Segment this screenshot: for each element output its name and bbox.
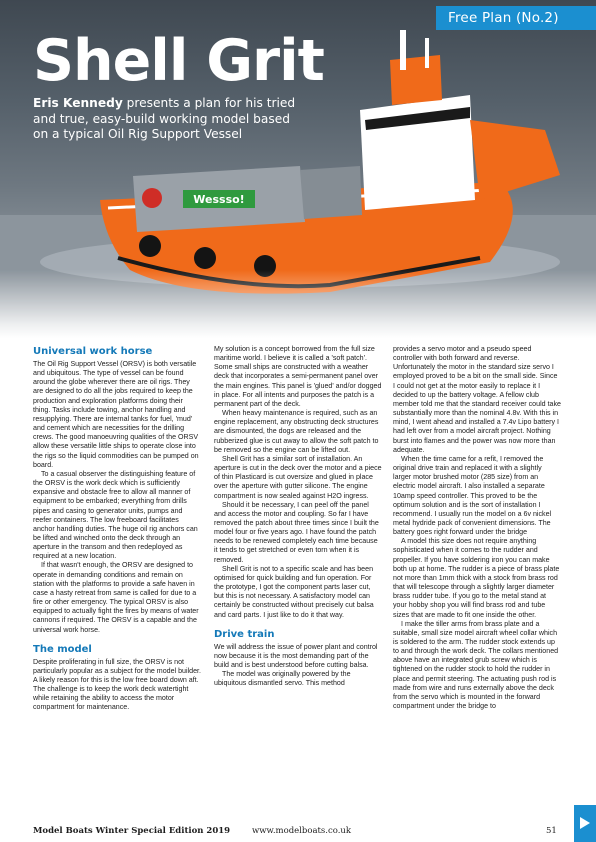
body-paragraph: When heavy maintenance is required, such as an engine replacement, any obstructing deck structures are dismounted, the dogs are released and the rubberized glue is cut away to allow the soft patch to be removed so the engine can be lifted out. (214, 409, 379, 454)
body-column-3 (393, 345, 561, 815)
standfirst-text: presents a plan for his tried and true, easy-build working model based on a typical Oil Rig Support Vessel (33, 96, 296, 141)
footer-magazine-title: Model Boats Winter Special Edition 2019 (33, 826, 231, 836)
body-paragraph: My solution is a concept borrowed from the full size maritime world. I believe it is called a 'soft patch'. Some small ships are constructed with a weather deck that incorporates a semi-permanent panel over the main engines. This panel is 'glued' and/or dogged in place. For all intents and purposes the patch is a permanent part of the deck. (214, 345, 382, 408)
spacer (33, 635, 201, 643)
container-sign-text: Wessso! (193, 193, 245, 206)
body-paragraph: If that wasn't enough, the ORSV are designed to operate in demanding conditions and remain on station with the platforms to provide a safe haven in case a hasty retreat from same is called for due to a fire or other emergency. The typical ORSV is also equipped to actually fight the fires by means of water cannons if required. The ORSV is a capable and the universal work horse. (33, 561, 199, 634)
standfirst (33, 96, 303, 143)
body-paragraph: When the time came for a refit, I removed the original drive train and replaced it with a slightly larger motor brushed motor (285 size) from an electric model aircraft. I also installed a separate 10amp speed controller. This proved to be the optimum solution and is the sort of installation I recommend. I usually run the model on a 6v nickel metal hydride pack of convenient dimensions. The battery goes right forward under the bridge (393, 454, 552, 537)
funnel (390, 55, 442, 105)
subheading: The model (33, 643, 92, 655)
subheading: Universal work horse (33, 346, 153, 357)
bow (470, 120, 560, 200)
mast (425, 38, 429, 68)
article-title: Shell Grit (33, 28, 324, 94)
body-paragraph: To a casual observer the distinguishing feature of the ORSV is the work deck which is sufficiently expansive and obstacle free to allow all manner of equipment to be embarked; everything from drills pipes and casing to generator units, pumps and reefer containers. The low freeboard facilitates anchor handling duties. The huge oil rig anchors can be lifted and winched onto the deck through an aperture in the transom and then redeployed as required at a new location. (33, 469, 198, 561)
container-right (300, 166, 362, 219)
body-paragraph: Despite proliferating in full size, the ORSV is not particularly popular as a subject for the model builder. A likely reason for this is the low free board down aft. The challenge is to keep the work deck watertight while retaining the ability to access the motor compartment for maintenance. (33, 657, 201, 712)
body-column-1 (33, 345, 201, 815)
author-name: Eris Kennedy (33, 96, 123, 110)
body-paragraph: Shell Grit is not to a specific scale and has been optimised for quick building and fun operation. For the prototype, I got the component parts laser cut, but this is not necessary. A satisfactory model can certainly be constructed without precisely cut balsa and card parts. I just like to do it that way. (214, 564, 374, 619)
subheading: Drive train (214, 628, 275, 640)
body-column-2 (214, 345, 382, 815)
mast (400, 30, 406, 70)
fender-tyre (139, 235, 161, 257)
body-paragraph: Shell Grit has a similar sort of installation. An aperture is cut in the deck over the motor and a piece of thin Plasticard is cut oversize and glued in place over the aperture with gutter silicone. The engine compartment is now sealed against H2O ingress. (214, 454, 382, 500)
body-paragraph: I make the tiller arms from brass plate and a suitable, small size model aircraft wheel collar which is soldered to the arm. The rudder stock extends up to and through the work deck. The collars mentioned above have an integrated grub screw which is tightened on the rudder stock to hold the rudder in place and permit steering. The actuating push rod is made from wire and runs externally above the deck from the servo which is mounted in the forward compartment under the bridge to (393, 619, 559, 711)
page-number: 51 (546, 826, 557, 836)
body-paragraph: The model was originally powered by the ubiquitous dismantled servo. This method (214, 670, 351, 688)
body-paragraph: The Oil Rig Support Vessel (ORSV) is both versatile and ubiquitous. The type of vessel can be found around the globe wherever there are oil rigs. They are designed to do all the jobs required to keep the production and exploration platforms doing their thing. Tasks include towing, anchor handling and resupplying. There are internal tanks for fuel, 'mud' and cement which are necessities for the drilling crews. The good manoeuvring qualities of the ORSV allow these versatile little ships to operate close into the rigs so the liquid commodities can be pumped on board. (33, 360, 199, 469)
body-paragraph: A model this size does not require anything sophisticated when it comes to the rudder and propeller. If you have soldering iron you can make both up at home. The rudder is a piece of brass plate not more than 1mm thick with a stock from brass rod that will telescope through a slightly larger diameter brass rudder tube. If you go to the metal stand at your hobby shop you will find brass rod and tube sizes that are made to fit one inside the other. (393, 537, 560, 619)
hero-photo (0, 0, 596, 338)
section-tag: Free Plan (No.2) (436, 6, 596, 30)
footer-website-link[interactable]: www.modelboats.co.uk (252, 826, 352, 836)
body-paragraph: We will address the issue of power plant and control now because it is the most demanding part of the build and is best understood before cutting balsa. (214, 642, 378, 669)
body-paragraph: provides a servo motor and a pseudo speed controller with both forward and reverse. Unfortunately the motor in the standard size servo I employed proved to be a bit on the small side. Since I could not get at the motor easily to replace it I decided to up the battery voltage. A fellow club member told me that the standard receiver could take substantially more than the nominal 4.8v. With this in mind, I went ahead and installed a 7.4v Lipo battery I had left over from a model aircraft project. Nothing burst into flames and the power was now more than adequate. (393, 345, 561, 454)
spacer (214, 620, 382, 628)
body-paragraph: Should it be necessary, I can peel off the panel and access the motor and coupling. So far I have removed the patch about three times since I built the model four or five years ago. I have found the patch needs to be renewed completely each time because it tends to get stretched or even torn when it is removed. (214, 500, 379, 564)
next-page-arrow-icon[interactable] (574, 805, 596, 842)
fender-tyre (194, 247, 216, 269)
container-logo (142, 188, 162, 208)
photo-fade (0, 270, 596, 338)
